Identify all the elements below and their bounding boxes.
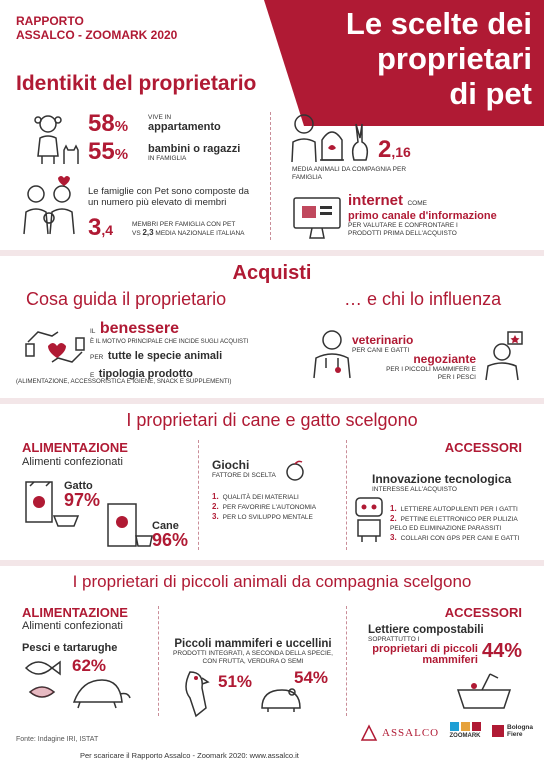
toy-icon [284, 458, 306, 482]
assalco-label: ASSALCO [382, 727, 440, 739]
pa-acc-heading: ACCESSORI [444, 605, 522, 620]
innov-item-1-num: 1. [390, 504, 397, 513]
stat-children [88, 138, 128, 166]
members-desc [132, 221, 245, 238]
pets-small: MEDIA ANIMALI DA COMPAGNIA PER FAMIGLIA [292, 166, 407, 181]
members-small-2 [132, 229, 245, 238]
report-label [16, 14, 177, 42]
members-national: 2,3 [142, 228, 154, 237]
stat-children-label: bambini o ragazzi [148, 143, 241, 155]
man-birdcage-rabbit-icon [290, 112, 376, 164]
stat-apartment-value: 58 [88, 110, 115, 137]
stat-apartment-label: appartamento [148, 121, 221, 133]
bologna-label-2: Fiere [507, 731, 523, 738]
girl-cat-icon [30, 112, 80, 166]
section-divider-3 [0, 560, 544, 566]
stat-children-small: IN FAMIGLIA [148, 155, 187, 162]
internet-block [348, 192, 518, 238]
robot-icon [350, 494, 388, 544]
stat-children-unit: % [114, 146, 129, 163]
internet-title: internet [348, 192, 404, 209]
giochi-item-3-label: PER LO SVILUPPO MENTALE [222, 514, 313, 521]
stat-children-desc [148, 144, 240, 163]
cg-divider-2 [346, 440, 347, 550]
lettiere-title: Lettiere compostabili [368, 624, 484, 636]
stat-apartment-small: VIVE IN [148, 114, 172, 121]
innov-title: Innovazione tecnologica [372, 472, 512, 486]
benessere-e: E [90, 372, 95, 379]
cane-label: Cane [152, 520, 179, 532]
vet-label: veterinario [352, 333, 414, 347]
mamm-title: Piccoli mammiferi e uccellini [174, 638, 332, 650]
cg-acc-heading: ACCESSORI [444, 440, 522, 455]
birds-value: 51% [218, 672, 253, 691]
giochi-item-3-num: 3. [212, 512, 219, 521]
cg-divider-1 [198, 440, 199, 550]
zoomark-label: ZOOMARK [449, 733, 481, 739]
title-line-1: Le scelte dei [345, 6, 532, 41]
giochi-item-1-num: 1. [212, 492, 219, 501]
innov-item-3-num: 3. [390, 533, 397, 542]
bologna-fiere-logo [492, 724, 533, 738]
giochi-item-1-label: QUALITÀ DEI MATERIALI [222, 494, 299, 501]
innov-block [372, 472, 511, 494]
innov-item-3-label: COLLARI CON GPS PER CANI E GATTI [400, 535, 520, 542]
giochi-item-3 [212, 512, 342, 522]
lettiere-value: 44% [482, 640, 523, 662]
members-int: 3 [88, 214, 102, 241]
report-line-1: RAPPORTO [16, 14, 84, 28]
stat-apartment [88, 110, 128, 138]
page-title [292, 6, 532, 111]
benessere-tipologia: tipologia prodotto [98, 368, 193, 380]
acquisti-left-heading: Cosa guida il proprietario [26, 289, 227, 309]
title-line-3: di pet [449, 76, 532, 111]
innov-small: INTERESSE ALL'ACQUISTO [372, 486, 457, 493]
dog-food-icon [100, 500, 156, 552]
benessere-il: IL [90, 328, 96, 335]
internet-sub: primo canale d'informazione [348, 210, 497, 222]
members-dec: ,4 [101, 222, 114, 238]
pets-int: 2 [378, 136, 392, 163]
footer-source: Fonte: Indagine IRI, ISTAT [16, 736, 99, 743]
litter-box-icon [454, 670, 514, 712]
family-icon [22, 172, 78, 236]
pa-alim-heading: ALIMENTAZIONE [22, 605, 128, 620]
lettiere-block [368, 624, 484, 666]
gatto-stat [64, 480, 100, 508]
benessere-block [90, 320, 300, 382]
members-stat [88, 214, 113, 242]
fish-turtle-icon [22, 654, 132, 712]
innov-item-1-label: LETTIERE AUTOPULENTI PER I GATTI [400, 506, 518, 513]
family-text: Le famiglie con Pet sono composte da un numero più elevato di membri [88, 186, 250, 208]
hands-heart-icon [24, 322, 86, 372]
parrot-icon [176, 668, 214, 718]
innov-item-1 [390, 504, 524, 514]
giochi-item-2 [212, 502, 342, 512]
benessere-paren: (ALIMENTAZIONE, ACCESSORISTICA E IGIENE, SNACK E SUPPLEMENTI) [16, 378, 232, 385]
shop-label: negoziante [413, 352, 476, 366]
footer-download[interactable]: Per scaricare il Rapporto Assalco - Zoomark 2020: www.assalco.it [80, 751, 299, 760]
pesci-label: Pesci e tartarughe [22, 642, 118, 654]
cg-alim-heading: ALIMENTAZIONE [22, 440, 128, 455]
members-small-1: MEMBRI PER FAMIGLIA CON PET [132, 221, 236, 228]
benessere-per: PER [90, 354, 104, 361]
cane-value: 96% [152, 530, 189, 550]
giochi-item-2-label: PER FAVORIRE L'AUTONOMIA [222, 504, 317, 511]
innov-item-2-label: PETTINE ELETTRONICO PER PULIZIA PELO ED ELIMINAZIONE PARASSITI [390, 516, 518, 532]
giochi-item-2-num: 2. [212, 502, 219, 511]
hamster-icon [258, 684, 304, 714]
internet-come: COME [407, 200, 427, 207]
giochi-small: FATTORE DI SCELTA [212, 472, 276, 479]
members-national-label: MEDIA NAZIONALE ITALIANA [155, 230, 245, 237]
section-divider-2 [0, 398, 544, 404]
pa-divider-2 [346, 606, 347, 716]
acquisti-right-heading: … e chi lo influenza [344, 289, 502, 309]
pa-divider-1 [158, 606, 159, 716]
gatto-value: 97% [64, 490, 101, 510]
shopkeeper-icon [480, 330, 526, 382]
assalco-logo [360, 724, 439, 742]
zoomark-mark-icon [448, 722, 482, 731]
giochi-list [212, 492, 342, 522]
bologna-mark-icon [492, 725, 504, 737]
benessere-label: benessere [99, 320, 180, 337]
mamm-block [168, 638, 338, 666]
report-line-2: ASSALCO - ZOOMARK 2020 [16, 28, 178, 42]
mamm-value: 54% [294, 668, 329, 687]
innov-item-2 [390, 514, 524, 533]
innov-item-2-num: 2. [390, 514, 397, 523]
pa-alim-sub: Alimenti confezionati [22, 620, 123, 632]
innov-list [390, 504, 524, 543]
benessere-tutte: tutte le specie animali [107, 350, 223, 362]
members-vs: VS [132, 230, 141, 237]
stat-children-value: 55 [88, 138, 115, 165]
innov-item-3 [390, 533, 524, 543]
shop-block [384, 352, 476, 382]
vet-small: PER CANI E GATTI [352, 347, 410, 354]
gatto-label: Gatto [64, 480, 93, 492]
acquisti-heading: Acquisti [232, 262, 312, 284]
cane-stat [152, 520, 188, 548]
veterinarian-icon [312, 328, 352, 380]
lettiere-red: proprietari di piccoli mammiferi [372, 643, 478, 666]
title-line-2: proprietari [376, 41, 532, 76]
stat-apartment-unit: % [114, 118, 129, 135]
stat-apartment-desc [148, 114, 221, 133]
giochi-title: Giochi [212, 458, 250, 472]
shop-small: PER I PICCOLI MAMMIFERI E PER I PESCI [386, 366, 476, 381]
piccoli-heading: I proprietari di piccoli animali da compagnia scelgono [72, 572, 472, 591]
identikit-heading: Identikit del proprietario [16, 72, 257, 95]
pets-dec: ,16 [391, 144, 411, 160]
lettiere-small: SOPRATTUTTO I [368, 636, 420, 643]
cg-alim-sub: Alimenti confezionati [22, 456, 123, 468]
section-divider-1 [0, 250, 544, 256]
pesci-value: 62% [72, 656, 107, 675]
giochi-item-1 [212, 492, 342, 502]
computer-icon [292, 196, 342, 240]
benessere-motivo: È IL MOTIVO PRINCIPALE CHE INCIDE SUGLI ACQUISTI [90, 339, 249, 345]
pets-stat [378, 136, 411, 164]
cane-gatto-heading: I proprietari di cane e gatto scelgono [126, 410, 418, 430]
assalco-mark-icon [360, 724, 378, 742]
bologna-label-1: Bologna [507, 724, 533, 731]
identikit-divider [270, 112, 271, 240]
giochi-block [212, 458, 276, 480]
internet-small: PER VALUTARE E CONFRONTARE I PRODOTTI PRIMA DELL'ACQUISTO [348, 222, 458, 237]
zoomark-logo [448, 722, 482, 739]
mamm-small: PRODOTTI INTEGRATI, A SECONDA DELLA SPECIE, CON FRUTTA, VERDURA O SEMI [173, 650, 333, 665]
